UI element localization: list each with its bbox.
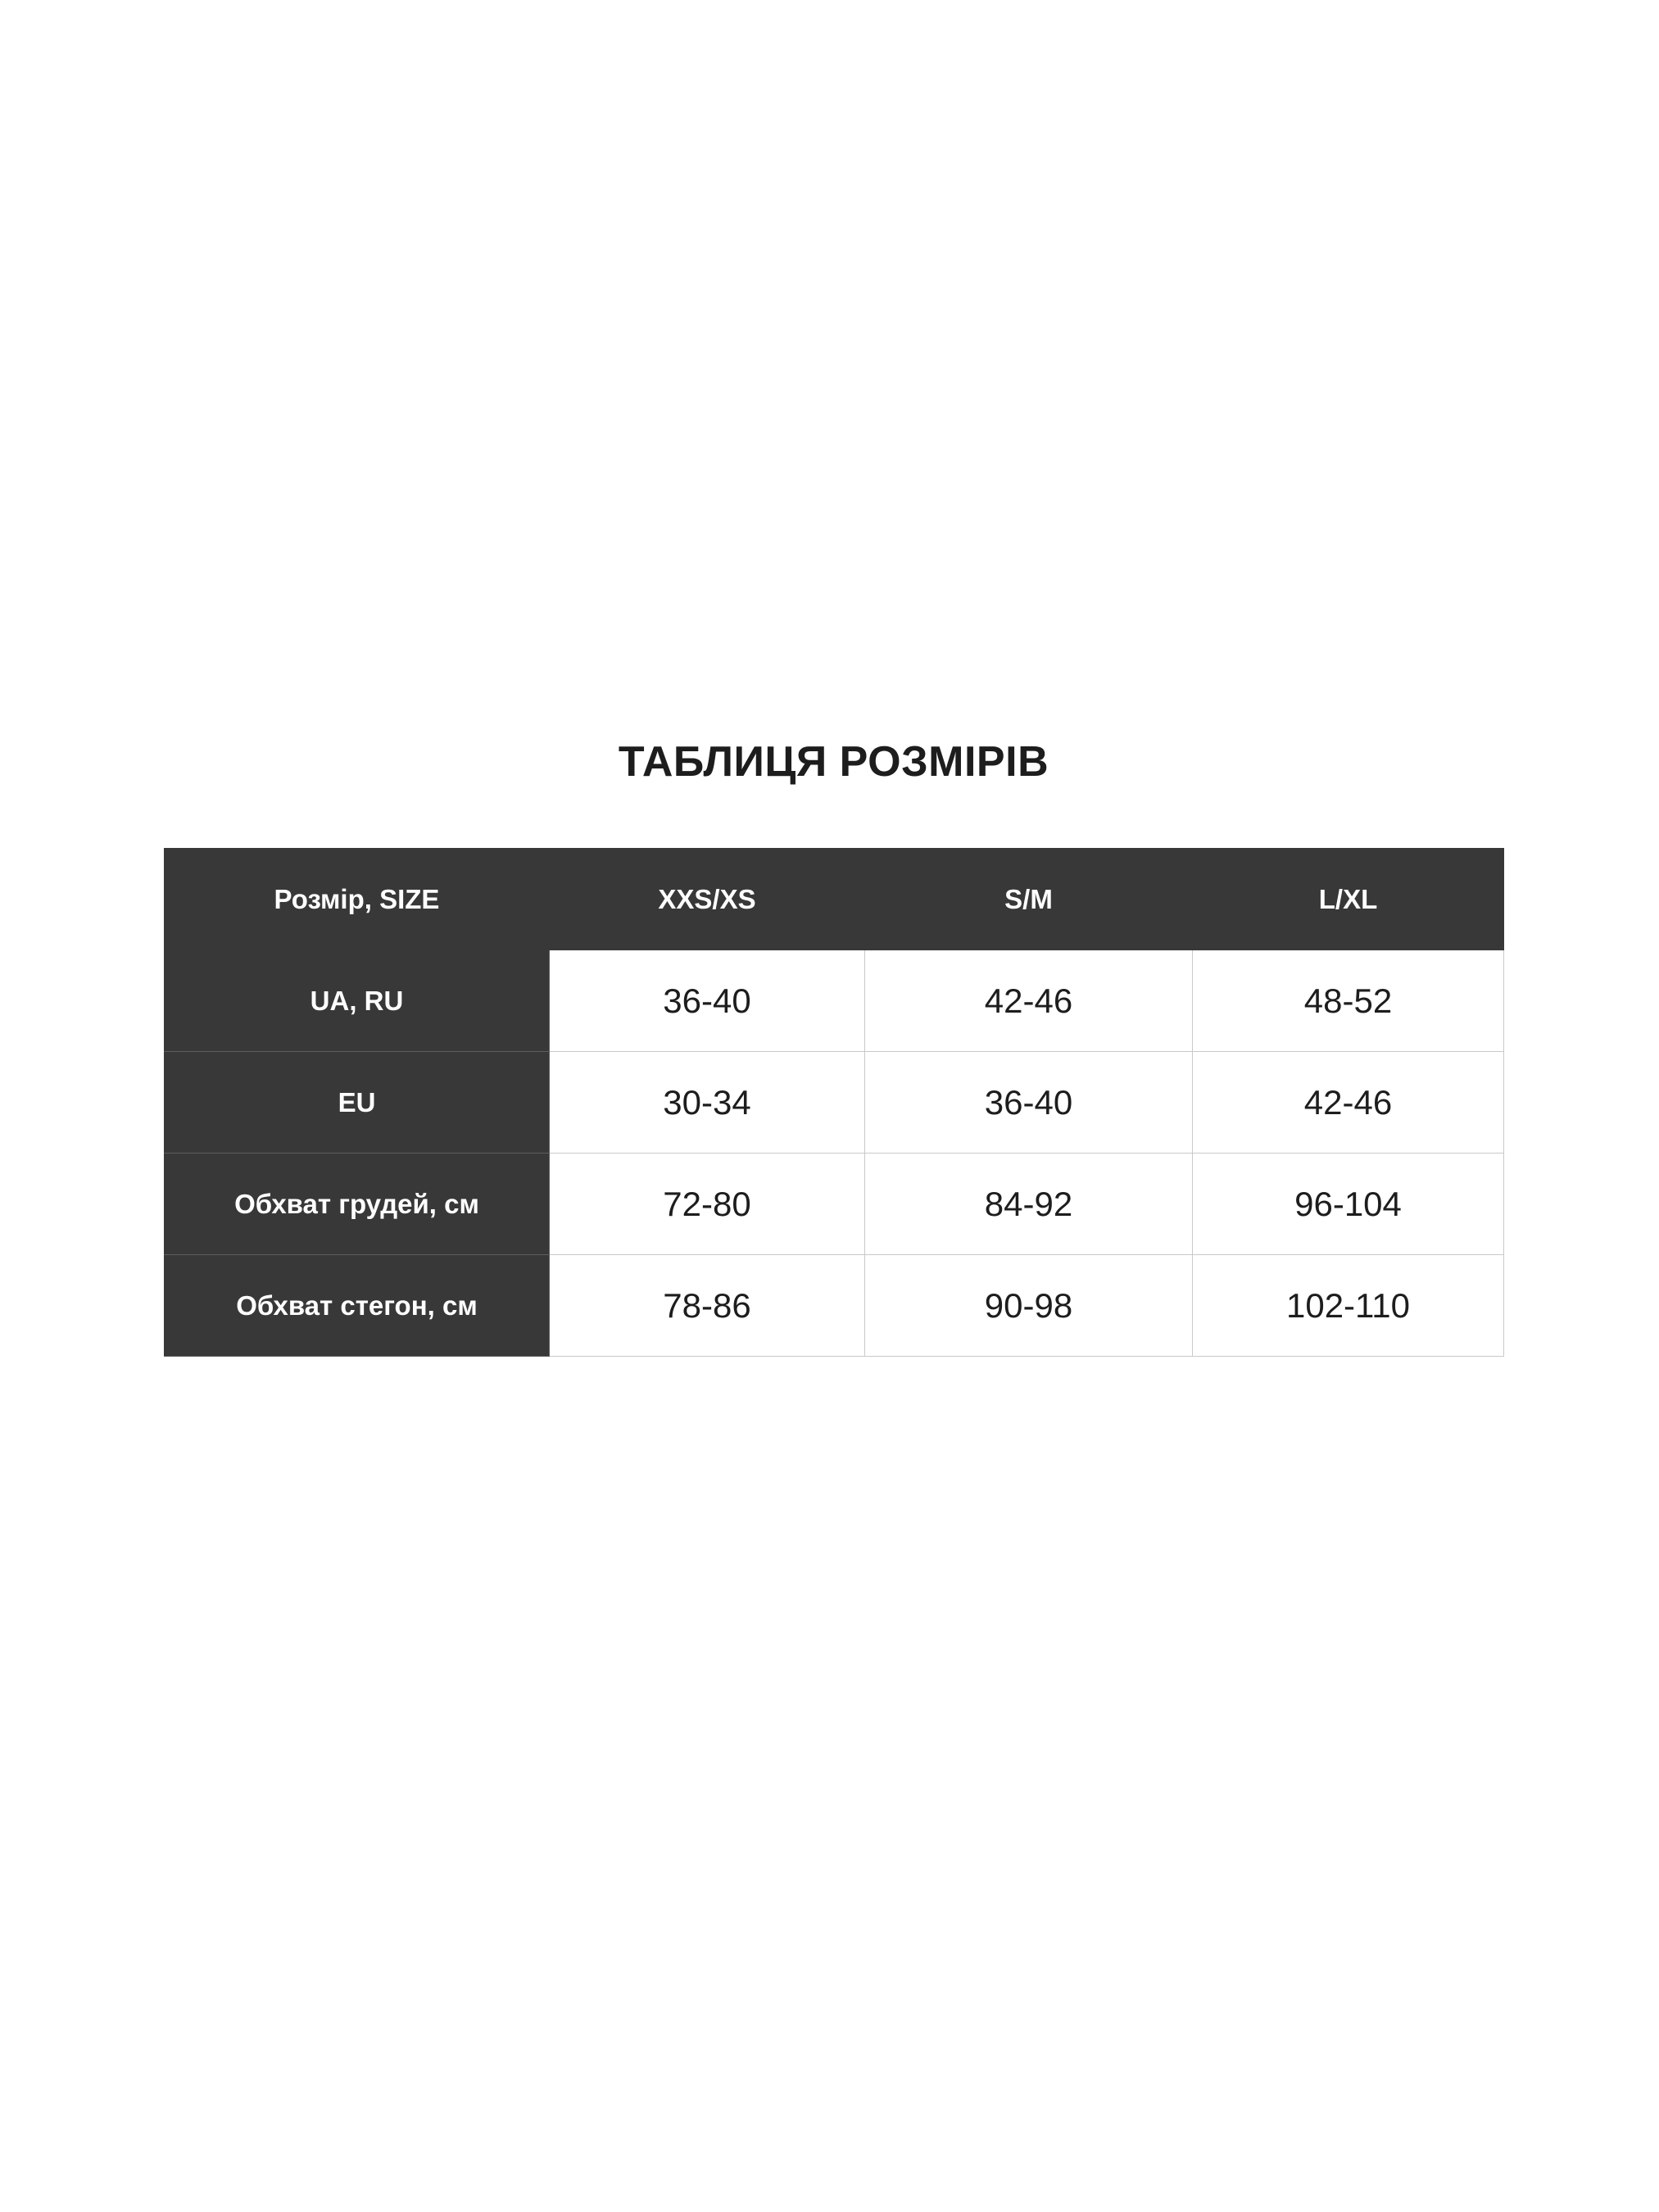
row-label-eu: EU	[165, 1052, 550, 1154]
cell-chest-s-m: 84-92	[865, 1154, 1193, 1255]
cell-hips-xxs-xs: 78-86	[550, 1255, 865, 1357]
cell-eu-xxs-xs: 30-34	[550, 1052, 865, 1154]
table-row	[165, 950, 1504, 1052]
column-header-s-m: S/M	[865, 849, 1193, 950]
table-row	[165, 1255, 1504, 1357]
cell-hips-l-xl: 102-110	[1193, 1255, 1504, 1357]
column-header-xxs-xs: XXS/XS	[550, 849, 865, 950]
row-label-chest: Обхват грудей, см	[165, 1154, 550, 1255]
table-header-row	[165, 849, 1504, 950]
column-header-size-label: Розмір, SIZE	[165, 849, 550, 950]
row-label-hips: Обхват стегон, см	[165, 1255, 550, 1357]
column-header-l-xl: L/XL	[1193, 849, 1504, 950]
cell-eu-l-xl: 42-46	[1193, 1052, 1504, 1154]
cell-chest-xxs-xs: 72-80	[550, 1154, 865, 1255]
cell-eu-s-m: 36-40	[865, 1052, 1193, 1154]
cell-ua-ru-s-m: 42-46	[865, 950, 1193, 1052]
table-row	[165, 1052, 1504, 1154]
cell-ua-ru-xxs-xs: 36-40	[550, 950, 865, 1052]
page-title: ТАБЛИЦЯ РОЗМІРІВ	[618, 738, 1049, 786]
cell-chest-l-xl: 96-104	[1193, 1154, 1504, 1255]
cell-hips-s-m: 90-98	[865, 1255, 1193, 1357]
row-label-ua-ru: UA, RU	[165, 950, 550, 1052]
size-chart-block	[164, 737, 1495, 1357]
table-row	[165, 1154, 1504, 1255]
cell-ua-ru-l-xl: 48-52	[1193, 950, 1504, 1052]
size-chart-table	[164, 848, 1504, 1357]
